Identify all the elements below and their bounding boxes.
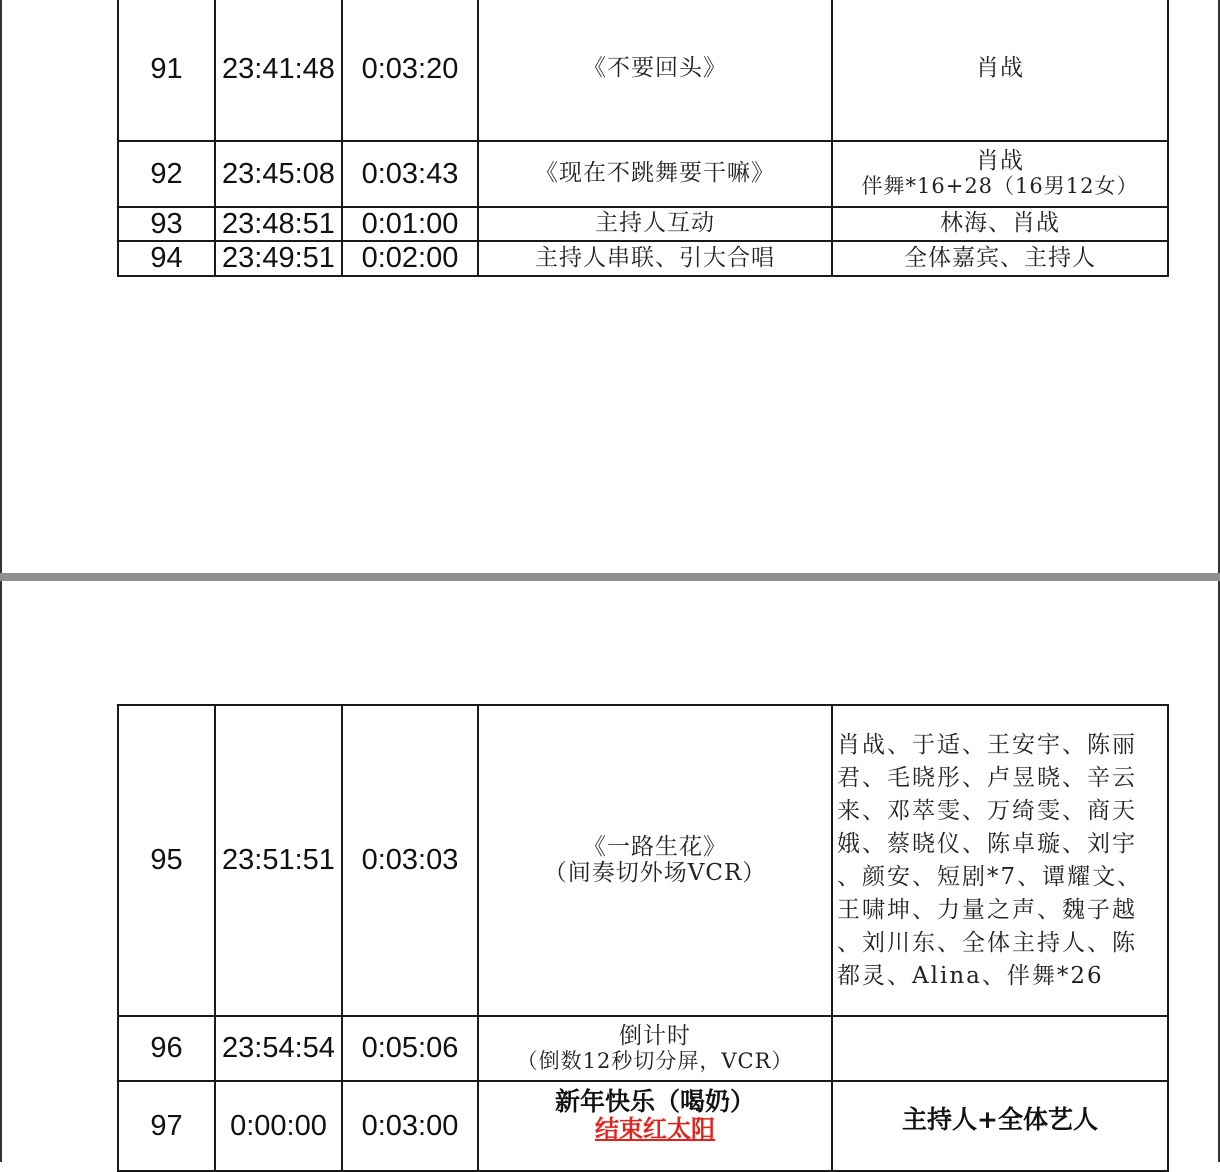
start-time: 23:54:54 bbox=[215, 1016, 342, 1081]
start-time: 23:45:08 bbox=[215, 141, 342, 207]
duration: 0:02:00 bbox=[342, 241, 478, 275]
start-time: 23:41:48 bbox=[215, 0, 342, 141]
row-number: 91 bbox=[118, 0, 215, 141]
row-number: 92 bbox=[118, 141, 215, 207]
row-number: 94 bbox=[118, 241, 215, 275]
row-number: 97 bbox=[118, 1081, 215, 1171]
row-number: 93 bbox=[118, 207, 215, 241]
schedule-table-top bbox=[117, 0, 1169, 277]
performers: 全体嘉宾、主持人 bbox=[832, 241, 1168, 275]
program-title: 主持人串联、引大合唱 bbox=[478, 241, 832, 275]
start-time: 23:49:51 bbox=[215, 241, 342, 275]
program-main: 新年快乐（喝奶） bbox=[554, 1087, 755, 1116]
performers: 肖战 伴舞*16+28（16男12女） bbox=[832, 141, 1168, 207]
program-title: 《一路生花》 （间奏切外场VCR） bbox=[478, 705, 832, 1016]
duration: 0:03:43 bbox=[342, 141, 478, 207]
duration: 0:03:03 bbox=[342, 705, 478, 1016]
schedule-table-bottom bbox=[117, 704, 1169, 1172]
table-row bbox=[118, 141, 1168, 207]
duration: 0:05:06 bbox=[342, 1016, 478, 1081]
program-title bbox=[478, 1081, 832, 1171]
duration: 0:03:20 bbox=[342, 0, 478, 141]
performers: 主持人+全体艺人 bbox=[832, 1081, 1168, 1171]
duration: 0:01:00 bbox=[342, 207, 478, 241]
program-title: 《现在不跳舞要干嘛》 bbox=[478, 141, 832, 207]
program-title: 《不要回头》 bbox=[478, 0, 832, 141]
page-divider bbox=[0, 573, 1220, 581]
table-row bbox=[118, 1016, 1168, 1081]
performers: 肖战、于适、王安宇、陈丽 君、毛晓彤、卢昱晓、辛云 来、邓萃雯、万绮雯、商天 娥、蔡晓仪、陈卓璇、刘宇 、颜安、短剧*7、谭耀文、 王啸坤、力量之声、魏子越 、刘川东、全体主持人、陈 都灵、Alina、伴舞*26 bbox=[832, 705, 1168, 1016]
table-row bbox=[118, 705, 1168, 1016]
page-top bbox=[0, 0, 1220, 573]
start-time: 0:00:00 bbox=[215, 1081, 342, 1171]
program-title: 主持人互动 bbox=[478, 207, 832, 241]
table-row bbox=[118, 1081, 1168, 1171]
start-time: 23:51:51 bbox=[215, 705, 342, 1016]
row-number: 96 bbox=[118, 1016, 215, 1081]
highlight-label: 结束红太阳 bbox=[595, 1115, 715, 1143]
page-bottom bbox=[0, 581, 1220, 1162]
program-title: 倒计时 （倒数12秒切分屏，VCR） bbox=[478, 1016, 832, 1081]
performers-empty bbox=[832, 1016, 1168, 1081]
table-row bbox=[118, 0, 1168, 141]
row-number: 95 bbox=[118, 705, 215, 1016]
table-row bbox=[118, 207, 1168, 241]
duration: 0:03:00 bbox=[342, 1081, 478, 1171]
performers: 肖战 bbox=[832, 0, 1168, 141]
start-time: 23:48:51 bbox=[215, 207, 342, 241]
table-row bbox=[118, 241, 1168, 275]
performers: 林海、肖战 bbox=[832, 207, 1168, 241]
